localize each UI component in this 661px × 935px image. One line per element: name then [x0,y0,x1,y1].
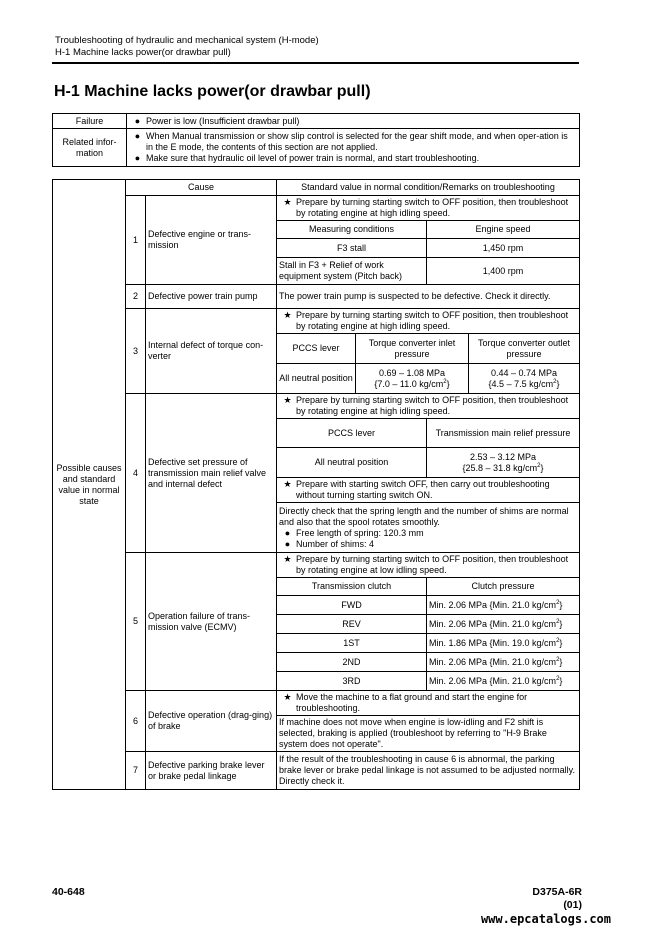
remark-text: The power train pump is suspected to be defective. Check it directly. [277,285,580,309]
th-engine-speed: Engine speed [427,221,580,239]
th-main-relief: Transmission main relief pressure [427,419,580,448]
th-conditions: Measuring conditions [277,221,427,239]
value-cell [356,364,469,394]
cause-name: Defective power train pump [146,285,277,309]
brace: } [540,462,544,473]
spring-length: Free length of spring: 120.3 mm [296,527,424,538]
prep-note [277,691,580,716]
clutch-value [427,615,580,634]
value-text: Min. 2.06 MPa {Min. 21.0 kg/cm [429,675,557,686]
clutch-name: 1ST [277,634,427,653]
unit-sup: 2 [556,599,560,606]
value-mpa: 0.44 – 0.74 MPa [490,367,558,378]
related-text-1: When Manual transmission or show slip control is selected for the gear shift mode, and when oper-ation is in the E mode, the contents of this section are not applied. [146,131,568,152]
cause-number: 3 [126,309,146,394]
value-kg: {4.5 – 7.5 kg/cm [488,378,554,389]
remark-text: If the result of the troubleshooting in cause 6 is abnormal, the parking brake lever or brake pedal linkage is not assumed to be adjusted normally. Directly check it. [277,752,580,790]
clutch-name: FWD [277,596,427,615]
star-icon: ★ [283,554,292,564]
prep-text: Prepare by turning starting switch to OFF position, then troubleshoot by rotating engine at low idling speed. [296,554,569,575]
prep-text: Prepare by turning starting switch to OFF position, then troubleshoot by rotating engine at high idling speed. [296,395,569,416]
bullet-icon: ● [284,538,291,549]
unit-sup: 2 [556,618,560,625]
running-header [55,35,319,59]
prep-text: Prepare with starting switch OFF, then carry out troubleshooting without turning starting switch ON. [296,479,550,500]
th-clutch: Transmission clutch [277,578,427,596]
brace: } [559,599,563,610]
header-line-1: Troubleshooting of hydraulic and mechanical system (H-mode) [55,35,319,46]
clutch-value [427,672,580,691]
cause-name: Internal defect of torque con-verter [146,309,277,394]
value-text: Min. 2.06 MPa {Min. 21.0 kg/cm [429,618,557,629]
prep-text: Move the machine to a flat ground and start the engine for troubleshooting. [296,692,528,713]
cause-number: 7 [126,752,146,790]
th-pccs-lever: PCCS lever [277,334,356,364]
value-kg: {7.0 – 11.0 kg/cm [374,378,444,389]
cause-name: Defective set pressure of transmission main relief valve and internal defect [146,394,277,553]
value-cell [469,364,580,394]
clutch-name: 2ND [277,653,427,672]
bullet-icon: ● [134,131,141,141]
unit-sup: 2 [443,378,447,385]
unit-sup: 2 [556,637,560,644]
shim-count: Number of shims: 4 [296,538,375,549]
causes-table [52,179,580,790]
failure-text: Power is low (Insufficient drawbar pull) [146,115,300,126]
cause-name: Defective operation (drag-ging) of brake [146,691,277,752]
value-cell: 1,450 rpm [427,239,580,258]
brace: } [559,675,563,686]
star-icon: ★ [283,310,292,320]
cond-cell: Stall in F3 + Relief of work equipment system (Pitch back) [277,258,427,285]
remark-text: If machine does not move when engine is low-idling and F2 shift is selected, braking is applied (troubleshoot by referring to "H-9 Brake system does not operate". [277,716,580,752]
cause-name: Operation failure of trans-mission valve (ECMV) [146,553,277,691]
star-icon: ★ [283,395,292,405]
unit-sup: 2 [553,378,557,385]
bullet-icon: ● [134,153,141,163]
unit-sup: 2 [556,656,560,663]
related-label: Related infor-mation [53,129,127,167]
value-text: Min. 1.86 MPa {Min. 19.0 kg/cm [429,637,557,648]
cause-number: 5 [126,553,146,691]
failure-label: Failure [53,114,127,129]
cause-number: 6 [126,691,146,752]
prep-text: Prepare by turning starting switch to OFF position, then troubleshoot by rotating engine at high idling speed. [296,197,569,218]
header-rule [52,62,579,64]
cond-cell: F3 stall [277,239,427,258]
clutch-value [427,653,580,672]
brace: } [559,656,563,667]
th-pccs-lever: PCCS lever [277,419,427,448]
prep-note [277,478,580,503]
cause-number: 1 [126,196,146,285]
value-mpa: 2.53 – 3.12 MPa [469,451,537,462]
prep-note [277,309,580,334]
brace: } [446,378,450,389]
brace: } [559,618,563,629]
value-cell: 1,400 rpm [427,258,580,285]
brace: } [556,378,560,389]
header-line-2: H-1 Machine lacks power(or drawbar pull) [55,47,231,58]
page-number: 40-648 [52,886,85,898]
prep-note [277,196,580,221]
related-text-2: Make sure that hydraulic oil level of power train is normal, and start troubleshooting. [146,153,480,163]
clutch-name: 3RD [277,672,427,691]
lever-position: All neutral position [277,448,427,478]
related-cell [127,129,580,167]
star-icon: ★ [283,479,292,489]
clutch-value [427,596,580,615]
th-outlet-pressure: Torque converter outlet pressure [469,334,580,364]
cause-number: 4 [126,394,146,553]
value-cell [427,448,580,478]
prep-note [277,394,580,419]
cause-name: Defective engine or trans-mission [146,196,277,285]
remark-cell [277,503,580,553]
th-inlet-pressure: Torque converter inlet pressure [356,334,469,364]
col-cause-header: Cause [126,180,277,196]
prep-text: Prepare by turning starting switch to OFF position, then troubleshoot by rotating engine at high idling speed. [296,310,569,331]
bullet-icon: ● [134,115,141,126]
value-text: Min. 2.06 MPa {Min. 21.0 kg/cm [429,656,557,667]
revision: (01) [563,899,582,911]
star-icon: ★ [283,197,292,207]
failure-cell [127,114,580,129]
value-text: Min. 2.06 MPa {Min. 21.0 kg/cm [429,599,557,610]
unit-sup: 2 [537,462,541,469]
cause-name: Defective parking brake lever or brake pedal linkage [146,752,277,790]
clutch-name: REV [277,615,427,634]
model-code [532,886,582,912]
cause-number: 2 [126,285,146,309]
model-name: D375A-6R [532,886,582,898]
clutch-value [427,634,580,653]
lever-position: All neutral position [277,364,356,394]
info-table [52,113,580,167]
value-mpa: 0.69 – 1.08 MPa [378,367,446,378]
bullet-icon: ● [284,527,291,538]
col-std-header: Standard value in normal condition/Remarks on troubleshooting [277,180,580,196]
page-title: H-1 Machine lacks power(or drawbar pull) [54,83,371,100]
brace: } [559,637,563,648]
unit-sup: 2 [556,675,560,682]
th-clutch-pressure: Clutch pressure [427,578,580,596]
star-icon: ★ [283,692,292,702]
side-label: Possible causes and standard value in normal state [53,180,126,790]
watermark: www.epcatalogs.com [480,912,611,926]
prep-note [277,553,580,578]
value-kg: {25.8 – 31.8 kg/cm [462,462,538,473]
remark-text: Directly check that the spring length and the number of shims are normal and also that the spool rotates smoothly. [279,505,569,527]
